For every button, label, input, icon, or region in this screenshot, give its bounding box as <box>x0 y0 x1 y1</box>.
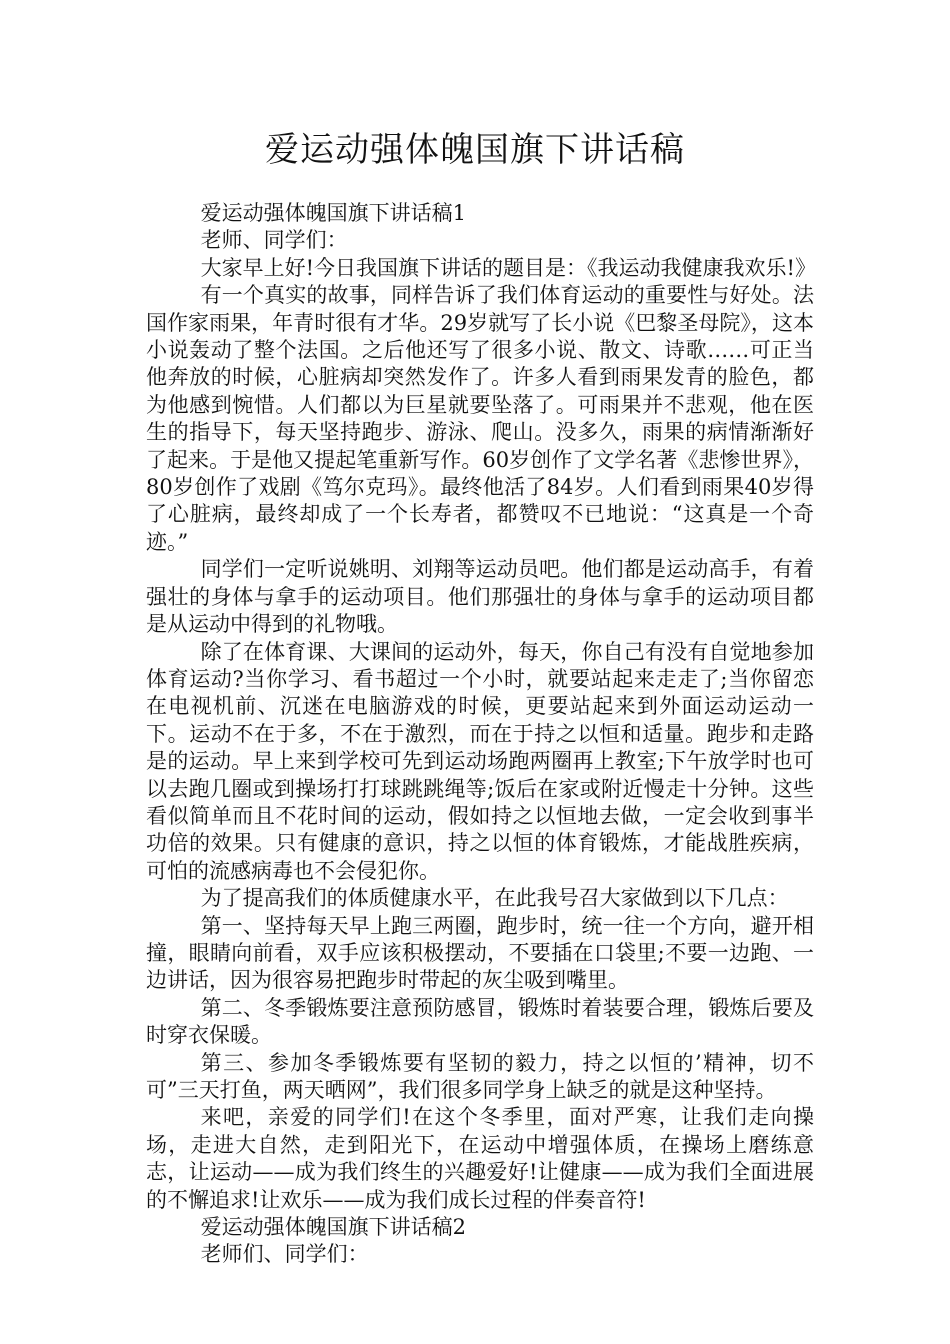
paragraph-point-3: 第三、参加冬季锻炼要有坚韧的毅力，持之以恒的’精神，切不可”三天打鱼，两天晒网”，我们很多同学身上缺乏的就是这种坚持。 <box>146 1050 814 1102</box>
document-title: 爱运动强体魄国旗下讲话稿 <box>265 130 685 170</box>
paragraph-point-2: 第二、冬季锻炼要注意预防感冒，锻炼时着装要合理，锻炼后要及时穿衣保暖。 <box>146 995 814 1048</box>
section-heading-1: 爱运动强体魄国旗下讲话稿1 <box>200 201 466 225</box>
paragraph-hugo-story: 有一个真实的故事，同样告诉了我们体育运动的重要性与好处。法国作家雨果，年青时很有才华。29岁就写了长小说《巴黎圣母院》，这本小说轰动了整个法国。之后他还写了很多小说、散文、诗歌……可正当他奔放的时候，心脏病却突然发作了。许多人看到雨果发青的脸色，都为他感到惋惜。人们都以为巨星就要坠落了。可雨果并不悲观，他在医生的指导下，每天坚持跑步、游泳、爬山。没多久，雨果的病情渐渐好了起来。于是他又提起笔重新写作。60岁创作了文学名著《悲惨世界》，80岁创作了戏剧《笃尔克玛》。最终他活了84岁。人们看到雨果40岁得了心脏病，最终却成了一个长寿者，都赞叹不已地说：“这真是一个奇迹。” <box>146 283 814 554</box>
section-heading-2: 爱运动强体魄国旗下讲话稿2 <box>200 1215 466 1240</box>
salutation-2: 老师们、同学们： <box>200 1242 369 1267</box>
paragraph-greeting: 大家早上好!今日我国旗下讲话的题目是：《我运动我健康我欢乐!》 <box>200 255 816 280</box>
paragraph-call-to-action: 为了提高我们的体质健康水平，在此我号召大家做到以下几点： <box>200 886 789 911</box>
paragraph-athletes: 同学们一定听说姚明、刘翔等运动员吧。他们都是运动高手，有着强壮的身体与拿手的运动项目。他们那强壮的身体与拿手的运动项目都是从运动中得到的礼物哦。 <box>146 557 814 637</box>
paragraph-point-1: 第一、坚持每天早上跑三两圈，跑步时，统一往一个方向，避开相撞，眼睛向前看，双手应该积极摆动，不要插在口袋里;不要一边跑、一边讲话，因为很容易把跑步时带起的灰尘吸到嘴里。 <box>146 913 814 993</box>
paragraph-daily-exercise: 除了在体育课、大课间的运动外，每天，你自己有没有自觉地参加体育运动?当你学习、看书超过一个小时，就要站起来走走了;当你留恋在电视机前、沉迷在电脑游戏的时候，更要站起来到外面运动运动一下。运动不在于多，不在于激烈，而在于持之以恒和适量。跑步和走路是的运动。早上来到学校可先到运动场跑两圈再上教室;下午放学时也可以去跑几圈或到操场打打球跳跳绳等;饭后在家或附近慢走十分钟。这些看似简单而且不花时间的运动，假如持之以恒地去做，一定会收到事半功倍的效果。只有健康的意识，持之以恒的体育锻炼，才能战胜疾病，可怕的流感病毒也不会侵犯你。 <box>146 639 814 883</box>
document-body <box>146 200 814 1269</box>
salutation-1: 老师、同学们： <box>200 228 348 253</box>
paragraph-closing: 来吧，亲爱的同学们!在这个冬季里，面对严寒，让我们走向操场，走进大自然，走到阳光下，在运动中增强体质，在操场上磨练意志，让运动——成为我们终生的兴趣爱好!让健康——成为我们全面进展的不懈追求!让欢乐——成为我们成长过程的伴奏音符! <box>146 1105 814 1212</box>
